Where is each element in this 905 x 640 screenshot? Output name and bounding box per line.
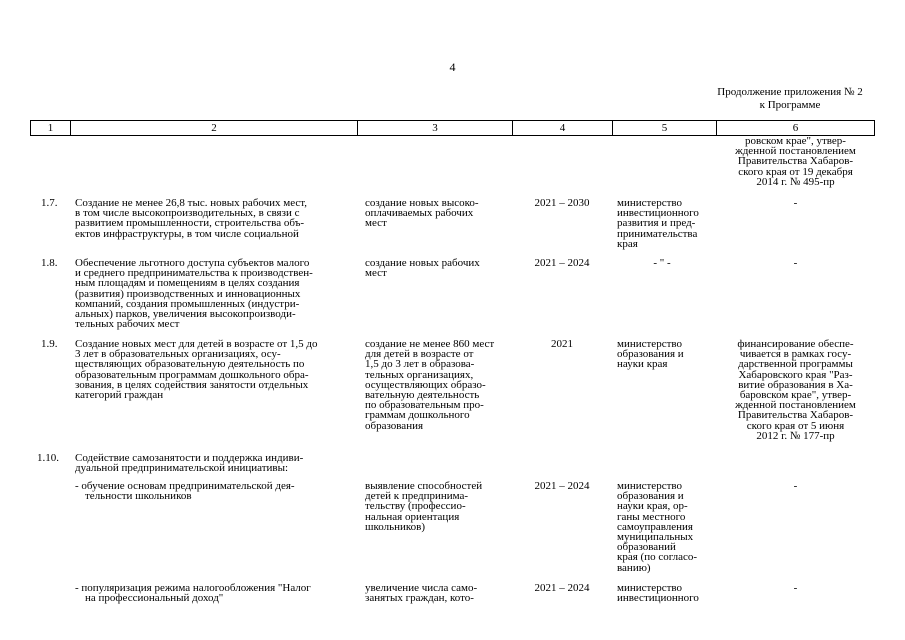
text-line: министерство xyxy=(617,197,683,209)
text-line: компаний, создания промышленных (индустри- xyxy=(75,297,300,310)
text-line: чивается в рамках госу- xyxy=(739,348,852,361)
row-1-8-measure xyxy=(75,258,360,329)
row-num-1-8: 1.8. xyxy=(41,257,58,269)
text-line: ным площадям и помещениям в целях создания xyxy=(75,277,300,290)
text-line: в том числе высокопроизводительных, в связи с xyxy=(75,207,300,220)
text-line: вательную деятельность xyxy=(365,389,480,402)
continuation-col6 xyxy=(716,136,875,187)
text-line: самоуправления xyxy=(617,520,693,533)
row-1-7-executor xyxy=(617,198,717,249)
text-line: дарственной программы xyxy=(738,358,853,371)
text-line: принимательства xyxy=(617,227,698,240)
row-1-9-period: 2021 xyxy=(551,338,573,350)
row-1-8-notes: - xyxy=(793,257,798,269)
text-line: 3 лет в образовательных организациях, осу- xyxy=(75,348,281,361)
text-line: выявление способностей xyxy=(365,480,483,492)
text-line: развития и пред- xyxy=(617,217,696,230)
row-1-10-measure xyxy=(75,453,360,473)
text-line: категорий граждан xyxy=(75,389,164,402)
row-1-8-period: 2021 – 2024 xyxy=(534,257,590,269)
header-col-1: 1 xyxy=(30,121,70,135)
row-num-1-7: 1.7. xyxy=(41,197,58,209)
text-line: зования, в целях содействия занятости отдельных xyxy=(75,378,309,391)
sub-2-result xyxy=(365,583,515,603)
text-line: осуществляющих образо- xyxy=(365,378,486,391)
sub-2-executor xyxy=(617,583,717,603)
text-line: науки края, ор- xyxy=(617,500,688,513)
sub-2-notes: - xyxy=(793,582,798,594)
text-line: занятых граждан, кото- xyxy=(365,592,474,605)
text-line: (развития) производственных и инновационных xyxy=(75,287,301,300)
text-line: образования и xyxy=(617,348,684,361)
header-col-5: 5 xyxy=(612,121,716,135)
sub-1-measure xyxy=(75,481,360,501)
row-1-8-result xyxy=(365,258,515,278)
text-line: Создание не менее 26,8 тыс. новых рабочих мест, xyxy=(75,197,308,209)
text-line: Содействие самозанятости и поддержка индиви- xyxy=(75,452,304,464)
header-col-2: 2 xyxy=(70,121,357,135)
text-line: ровском крае", утвер- xyxy=(745,135,846,147)
row-1-9-result xyxy=(365,339,515,431)
text-line: мест xyxy=(365,267,387,280)
text-line: по образовательным про- xyxy=(365,399,484,412)
text-line: тельству (профессио- xyxy=(365,500,466,513)
row-1-7-notes: - xyxy=(793,197,798,209)
text-line: Хабаровского края "Раз- xyxy=(738,368,853,381)
text-line: министерство xyxy=(617,582,683,594)
text-line: - обучение основам предпринимательской дея- xyxy=(75,480,295,492)
text-line: тельных организациях, xyxy=(365,368,474,381)
text-line: ганы местного xyxy=(617,510,686,523)
text-line: школьников) xyxy=(365,520,426,533)
text-line: развитием промышленности, строительства объ- xyxy=(75,217,305,230)
text-line: и среднего предпринимательства к производствен- xyxy=(75,267,313,280)
text-line: 1,5 до 3 лет в образова- xyxy=(365,358,475,371)
header-col-3: 3 xyxy=(357,121,512,135)
text-line: на профессиональный доход" xyxy=(85,592,224,605)
text-line: инвестиционного xyxy=(617,592,699,605)
text-line: образования xyxy=(365,419,424,432)
text-line: жденной постановлением xyxy=(735,145,856,158)
sub-1-period: 2021 – 2024 xyxy=(534,480,590,492)
row-1-9-notes xyxy=(716,339,875,441)
text-line: ванию) xyxy=(617,561,651,574)
sub-2-period: 2021 – 2024 xyxy=(534,582,590,594)
text-line: инвестиционного xyxy=(617,207,699,220)
text-line: Правительства Хабаров- xyxy=(737,409,854,422)
sub-1-executor xyxy=(617,481,717,573)
text-line: тельности школьников xyxy=(85,490,192,503)
text-line: ского края от 19 декабря xyxy=(738,165,853,178)
row-1-7-result xyxy=(365,198,515,229)
page-number: 4 xyxy=(449,60,456,74)
text-line: жденной постановлением xyxy=(735,399,856,412)
text-line: министерство xyxy=(617,338,683,350)
text-line: создание новых рабочих xyxy=(365,257,480,269)
row-num-1-9: 1.9. xyxy=(41,338,58,350)
text-line: нальная ориентация xyxy=(365,510,460,523)
row-1-7-measure xyxy=(75,198,360,239)
sub-2-measure xyxy=(75,583,360,603)
appendix-caption xyxy=(680,86,900,112)
row-1-8-executor: - " - xyxy=(653,257,671,269)
text-line: ществляющих образовательную деятельность по xyxy=(75,358,305,371)
text-line: альных) парков, увеличения высокопроизводи- xyxy=(75,308,296,321)
text-line: создание новых высоко- xyxy=(365,197,479,209)
text-line: детей к предпринима- xyxy=(365,490,469,503)
text-line: образования и xyxy=(617,490,684,503)
text-line: создание не менее 860 мест xyxy=(365,338,495,350)
text-line: Создание новых мест для детей в возрасте от 1,5 до xyxy=(75,338,318,350)
text-line: увеличение числа само- xyxy=(365,582,478,594)
text-line: ского края от 5 июня xyxy=(746,419,845,432)
text-line: 2014 г. № 495-пр xyxy=(756,175,835,188)
text-line: науки края xyxy=(617,358,668,371)
text-line: ектов инфраструктуры, в том числе социальной xyxy=(75,227,299,240)
text-line: дуальной предпринимательской инициативы: xyxy=(75,462,289,475)
text-line: Обеспечение льготного доступа субъектов малого xyxy=(75,257,310,269)
appendix-line-1: Продолжение приложения № 2 xyxy=(717,86,863,98)
table-header xyxy=(30,120,875,136)
text-line: для детей в возрасте от xyxy=(365,348,474,361)
appendix-line-2: к Программе xyxy=(759,99,821,111)
sub-1-result xyxy=(365,481,515,532)
text-line: муниципальных xyxy=(617,531,694,544)
text-line: мест xyxy=(365,217,387,230)
text-line: оплачиваемых рабочих xyxy=(365,207,474,220)
text-line: 2012 г. № 177-пр xyxy=(756,429,835,442)
row-1-9-measure xyxy=(75,339,360,400)
text-line: образований xyxy=(617,541,676,554)
header-col-4: 4 xyxy=(512,121,612,135)
text-line: министерство xyxy=(617,480,683,492)
row-1-9-executor xyxy=(617,339,717,370)
row-num-1-10: 1.10. xyxy=(37,452,59,464)
text-line: финансирование обеспе- xyxy=(737,338,854,350)
header-col-6: 6 xyxy=(716,121,875,135)
text-line: края (по согласо- xyxy=(617,551,698,564)
text-line: витие образования в Ха- xyxy=(738,378,853,391)
text-line: края xyxy=(617,237,638,250)
text-line: Правительства Хабаров- xyxy=(737,155,854,168)
text-line: баровском крае", утвер- xyxy=(739,389,852,402)
text-line: граммам дошкольного xyxy=(365,409,470,422)
text-line: тельных рабочих мест xyxy=(75,318,180,331)
text-line: - популяризация режима налогообложения "Налог xyxy=(75,582,311,594)
sub-1-notes: - xyxy=(793,480,798,492)
row-1-7-period: 2021 – 2030 xyxy=(534,197,590,209)
text-line: образовательным программам дошкольного обра- xyxy=(75,368,309,381)
